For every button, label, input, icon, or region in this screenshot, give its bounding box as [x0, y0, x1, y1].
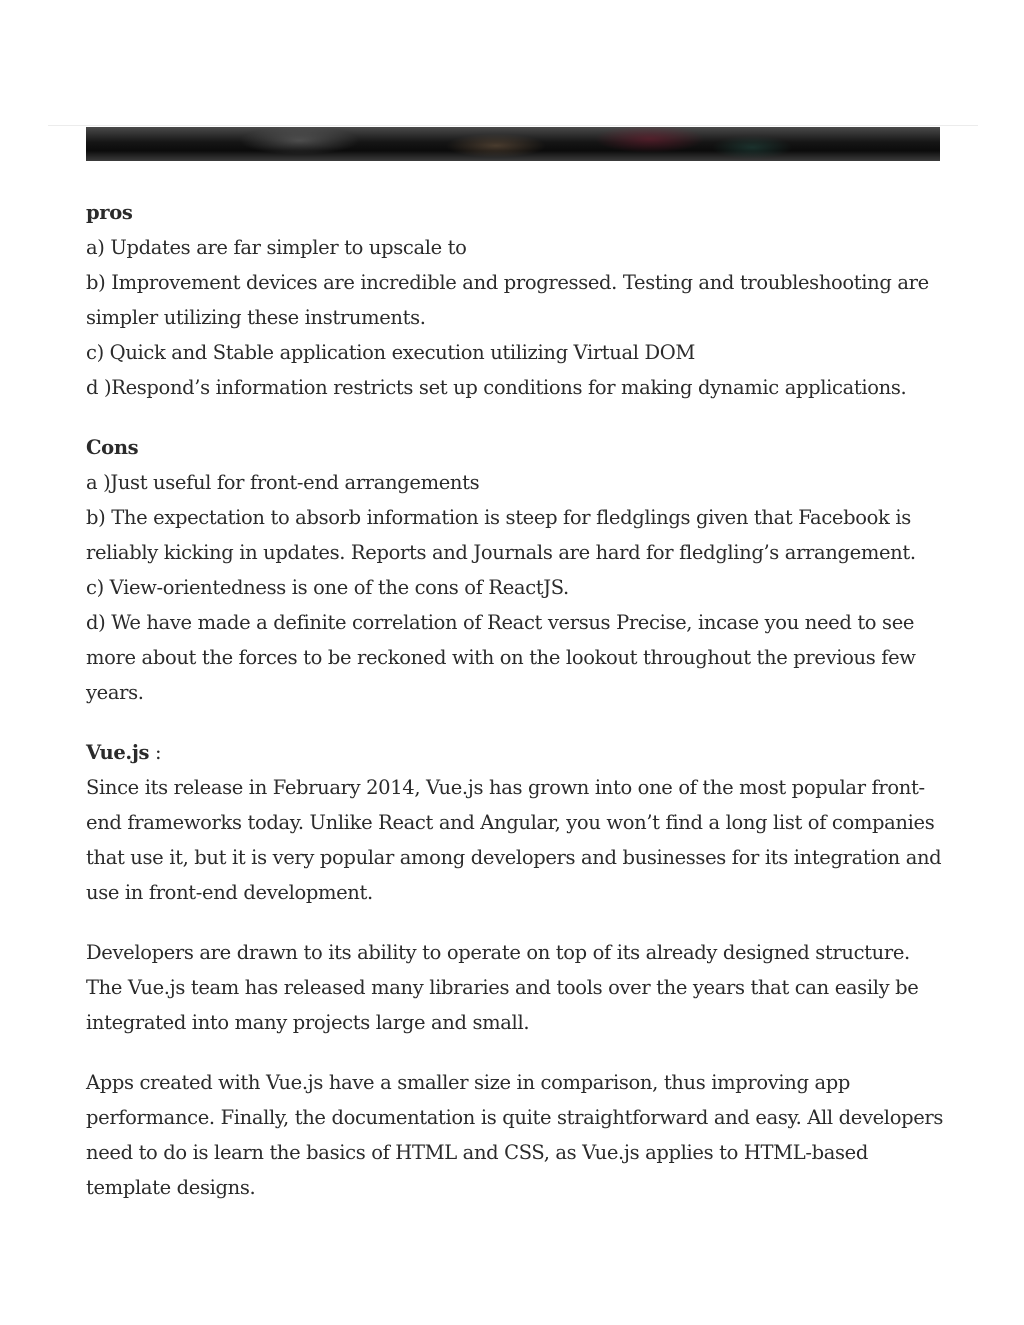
- cons-item-a: a )Just useful for front-end arrangements: [86, 471, 480, 494]
- vue-heading-suffix: :: [149, 741, 162, 764]
- pros-item-c: c) Quick and Stable application execution utilizing Virtual DOM: [86, 341, 696, 364]
- cons-section: [86, 430, 946, 710]
- vue-paragraph-1: Since its release in February 2014, Vue.js has grown into one of the most popular front-end frameworks today. Unlike React and Angular, you won’t find a long list of companies that use it, but it is very popular among developers and businesses for its integration and use in front-end development.: [86, 776, 942, 904]
- vue-heading: Vue.js: [86, 741, 150, 764]
- vue-heading-line: [86, 735, 946, 770]
- vue-paragraph-3: Apps created with Vue.js have a smaller size in comparison, thus improving app performance. Finally, the documentation is quite straightforward and easy. All developers need to do is learn the basics of HTML and CSS, as Vue.js applies to HTML-based template designs.: [86, 1071, 944, 1199]
- pros-item-b: b) Improvement devices are incredible and progressed. Testing and troubleshooting are simpler utilizing these instruments.: [86, 271, 929, 329]
- vue-section: [86, 735, 946, 1205]
- cons-item-d: d) We have made a definite correlation of React versus Precise, incase you need to see more about the forces to be reckoned with on the lookout throughout the previous few years.: [86, 611, 916, 704]
- pros-item-d: d )Respond’s information restricts set up conditions for making dynamic applications.: [86, 376, 907, 399]
- vue-paragraph-2: Developers are drawn to its ability to operate on top of its already designed structure. The Vue.js team has released many libraries and tools over the years that can easily be integrated into many projects large and small.: [86, 941, 919, 1034]
- pros-item-a: a) Updates are far simpler to upscale to: [86, 236, 467, 259]
- header-divider: [48, 125, 978, 126]
- article-body: [86, 195, 946, 1205]
- cons-item-b: b) The expectation to absorb information is steep for fledglings given that Facebook is reliably kicking in updates. Reports and Journals are hard for fledgling’s arrangement.: [86, 506, 916, 564]
- pros-section: [86, 195, 946, 405]
- pros-heading: pros: [86, 201, 133, 224]
- cons-item-c: c) View-orientedness is one of the cons of ReactJS.: [86, 576, 569, 599]
- hero-image: [86, 127, 940, 161]
- cons-heading: Cons: [86, 436, 139, 459]
